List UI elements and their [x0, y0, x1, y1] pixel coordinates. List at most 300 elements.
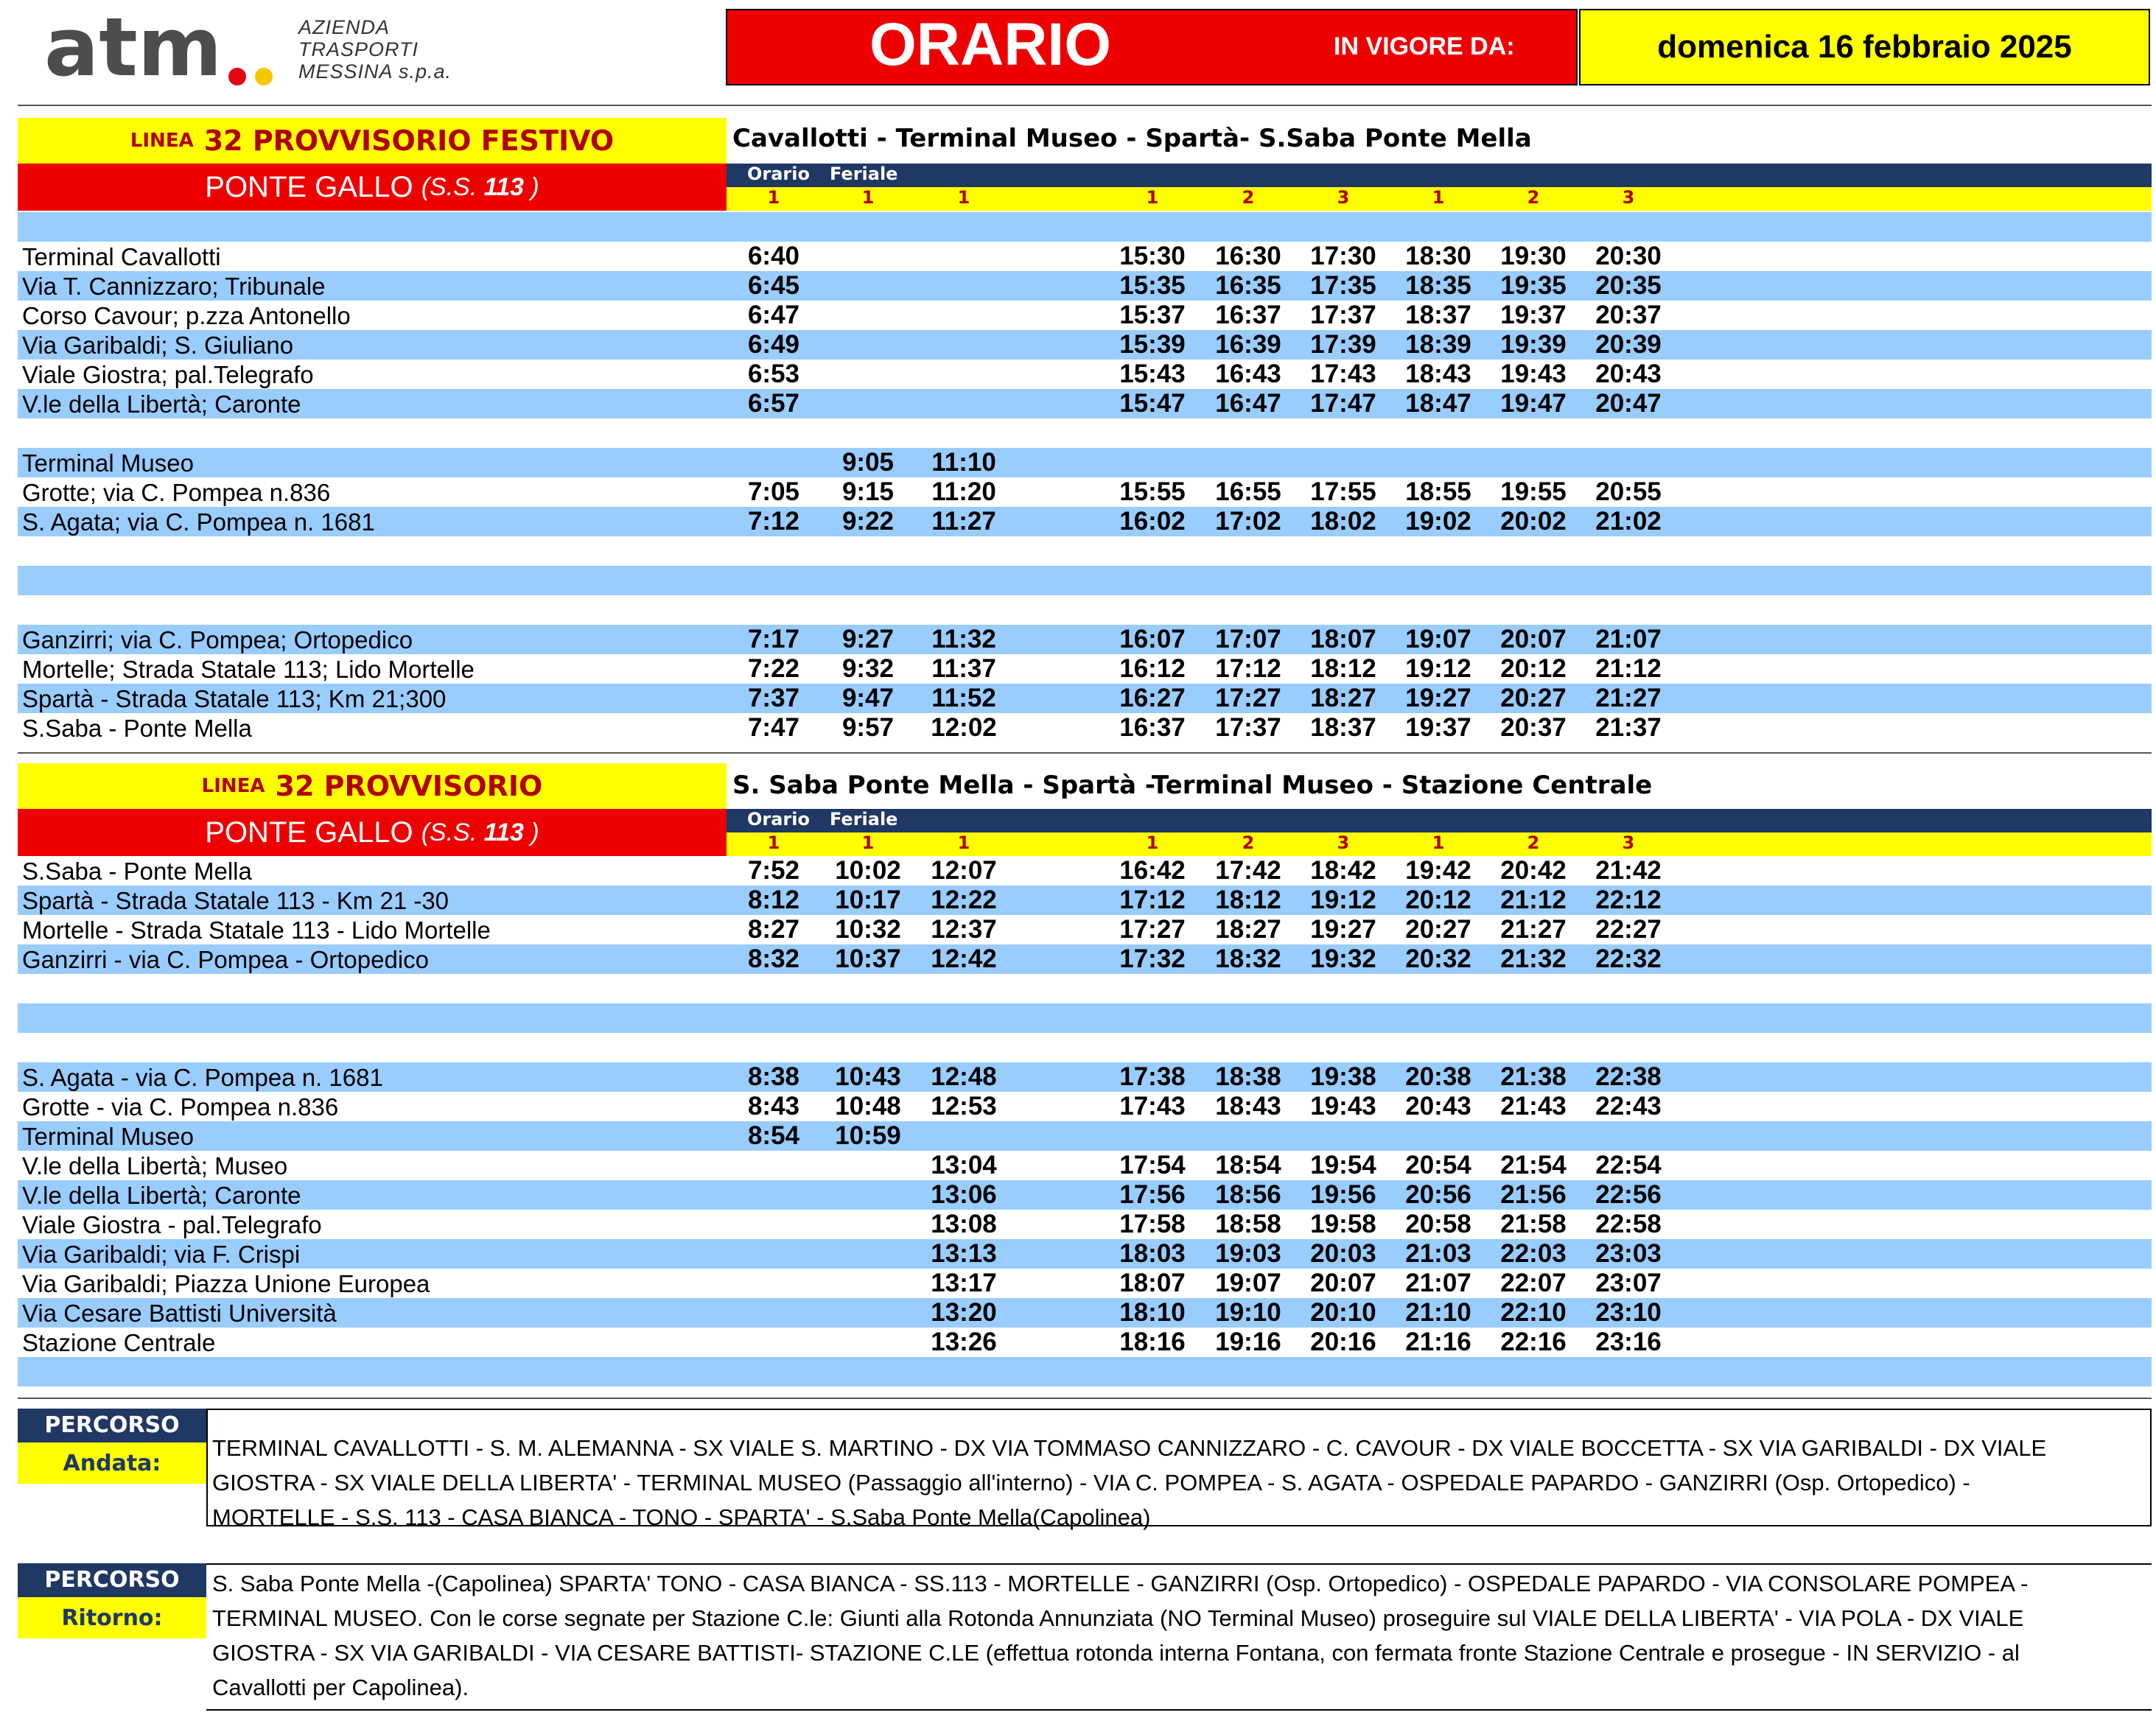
departure-time: 13:20 — [931, 1298, 997, 1327]
zone-banner-2 — [18, 809, 727, 856]
departure-time: 9:27 — [841, 625, 895, 653]
departure-time: 21:56 — [1500, 1180, 1567, 1209]
empty-row — [18, 536, 2152, 566]
percorso-label-ritorno: PERCORSO — [18, 1563, 206, 1597]
company-line-2: TRASPORTI — [298, 38, 419, 60]
departure-time: 16:07 — [1119, 625, 1186, 653]
stop-name: Stazione Centrale — [22, 1329, 216, 1356]
stop-name: Grotte - via C. Pompea n.836 — [22, 1093, 339, 1121]
departure-time: 15:35 — [1119, 271, 1186, 300]
departure-time: 22:38 — [1595, 1062, 1662, 1091]
departure-time: 19:27 — [1310, 915, 1376, 944]
departure-time: 21:10 — [1405, 1298, 1471, 1327]
departure-time: 12:02 — [931, 713, 997, 742]
table-row — [18, 625, 2152, 654]
stop-name: Via Garibaldi; S. Giuliano — [22, 332, 294, 359]
departure-time: 9:15 — [841, 477, 895, 506]
column-number: 1 — [957, 187, 970, 208]
departure-time: 7:37 — [747, 684, 800, 712]
departure-time: 20:12 — [1405, 886, 1471, 914]
departure-time: 16:35 — [1215, 271, 1281, 300]
departure-time: 13:13 — [931, 1239, 997, 1268]
table-row — [18, 1062, 2152, 1092]
departure-time: 16:55 — [1215, 477, 1281, 506]
ritorno-line: S. Saba Ponte Mella -(Capolinea) SPARTA' TONO - CASA BIANCA - SS.113 - MORTELLE - GANZIRRI (Osp. Ortopedico) - OSPEDALE PAPARDO - VIA CONSOLARE POMPEA - — [212, 1571, 2029, 1596]
departure-time: 12:42 — [931, 944, 997, 973]
departure-time: 22:03 — [1500, 1239, 1567, 1268]
departure-time: 13:26 — [931, 1328, 997, 1356]
departure-time: 9:32 — [841, 654, 895, 683]
departure-time: 18:37 — [1405, 301, 1471, 329]
departure-time: 12:48 — [931, 1062, 997, 1091]
company-name — [298, 16, 452, 83]
table-row — [18, 1328, 2152, 1357]
departure-time: 20:30 — [1595, 242, 1662, 270]
stop-name: V.le della Libertà; Caronte — [22, 1182, 301, 1209]
andata-line: GIOSTRA - SX VIALE DELLA LIBERTA' - TERMINAL MUSEO (Passaggio all'interno) - VIA C. POMPEA - S. AGATA - OSPEDALE PAPARDO - GANZIRRI (Osp. Ortopedico) - — [212, 1470, 1970, 1496]
departure-time: 19:16 — [1215, 1328, 1281, 1356]
spacer-row — [18, 212, 2152, 242]
departure-time: 17:27 — [1215, 684, 1281, 712]
zone-number: 113 — [483, 172, 524, 201]
stop-name: Via Garibaldi; via F. Crispi — [22, 1241, 301, 1268]
stop-name: Corso Cavour; p.zza Antonello — [22, 302, 351, 329]
table-row — [18, 856, 2152, 886]
departure-time: 7:22 — [747, 654, 800, 683]
departure-time: 17:35 — [1310, 271, 1376, 300]
departure-time: 21:12 — [1500, 886, 1567, 914]
departure-time: 17:37 — [1310, 301, 1376, 329]
departure-time: 11:32 — [931, 625, 996, 653]
company-line-1: AZIENDA — [298, 16, 391, 38]
departure-time: 20:35 — [1595, 271, 1662, 300]
table-row — [18, 301, 2152, 330]
empty-row — [18, 595, 2152, 625]
column-number: 1 — [861, 187, 875, 208]
departure-time: 11:37 — [931, 654, 996, 683]
departure-time: 16:47 — [1215, 389, 1281, 418]
departure-time: 17:55 — [1310, 477, 1376, 506]
in-vigore-label: IN VIGORE DA: — [1334, 32, 1515, 60]
departure-time: 17:02 — [1215, 507, 1281, 536]
linea-name: 32 PROVVISORIO — [275, 770, 543, 802]
departure-time: 17:32 — [1119, 944, 1186, 973]
departure-time: 20:10 — [1310, 1298, 1376, 1327]
column-number: 1 — [1146, 832, 1159, 853]
departure-time: 21:43 — [1500, 1092, 1567, 1121]
andata-label: Andata: — [18, 1442, 206, 1484]
departure-time: 6:45 — [747, 271, 800, 300]
departure-time: 12:53 — [931, 1092, 997, 1121]
departure-time: 17:39 — [1310, 330, 1376, 359]
departure-time: 19:12 — [1310, 886, 1376, 914]
departure-time: 6:53 — [747, 360, 800, 388]
departure-time: 19:37 — [1500, 301, 1567, 329]
departure-time: 20:03 — [1310, 1239, 1376, 1268]
departure-time: 18:55 — [1405, 477, 1471, 506]
departure-time: 13:06 — [931, 1180, 997, 1209]
departure-time: 20:54 — [1405, 1151, 1471, 1179]
stop-name: V.le della Libertà; Caronte — [22, 390, 301, 418]
table-row — [18, 1121, 2152, 1151]
table-row — [18, 477, 2152, 507]
percorso-label-andata: PERCORSO — [18, 1409, 206, 1442]
table-row — [18, 360, 2152, 389]
empty-row — [18, 1033, 2152, 1062]
departure-time: 15:43 — [1119, 360, 1186, 388]
departure-time: 13:17 — [931, 1269, 997, 1297]
ritorno-line: GIOSTRA - SX VIA GARIBALDI - VIA CESARE BATTISTI- STAZIONE C.LE (effettua rotonda interna Fontana, con fermata fronte Stazione Centrale e prosegue - IN SERVIZIO - al — [212, 1640, 2020, 1666]
logo-text: atm — [44, 18, 223, 88]
zone-number: 113 — [483, 818, 524, 846]
departure-time: 6:47 — [747, 301, 800, 329]
stop-name: Viale Giostra; pal.Telegrafo — [22, 361, 314, 388]
departure-time: 20:42 — [1500, 856, 1567, 885]
departure-time: 15:39 — [1119, 330, 1186, 359]
departure-time: 10:32 — [835, 915, 901, 944]
table-row — [18, 684, 2152, 713]
table-row — [18, 1269, 2152, 1298]
departure-time: 20:27 — [1405, 915, 1471, 944]
departure-time: 18:56 — [1215, 1180, 1281, 1209]
column-number: 3 — [1337, 187, 1350, 208]
departure-time: 19:35 — [1500, 271, 1567, 300]
table-row — [18, 448, 2152, 477]
departure-time: 18:43 — [1215, 1092, 1281, 1121]
departure-time: 17:27 — [1119, 915, 1186, 944]
table-row — [18, 1151, 2152, 1180]
departure-time: 10:48 — [835, 1092, 901, 1121]
column-number: 1 — [1432, 832, 1445, 853]
departure-time: 9:47 — [841, 684, 895, 712]
table-row — [18, 1210, 2152, 1239]
stop-name: S.Saba - Ponte Mella — [22, 715, 252, 742]
departure-time: 21:27 — [1595, 684, 1662, 712]
departure-time: 18:10 — [1119, 1298, 1186, 1327]
departure-time: 15:55 — [1119, 477, 1186, 506]
departure-time: 17:54 — [1119, 1151, 1186, 1179]
departure-time: 18:37 — [1310, 713, 1376, 742]
stop-name: S. Agata; via C. Pompea n. 1681 — [22, 508, 375, 536]
column-number: 1 — [1146, 187, 1159, 208]
departure-time: 20:43 — [1405, 1092, 1471, 1121]
stop-name: Grotte; via C. Pompea n.836 — [22, 479, 331, 506]
ritorno-line: TERMINAL MUSEO. Con le corse segnate per Stazione C.le: Giunti alla Rotonda Annunziata (NO Terminal Museo) proseguire sul VIALE DELLA LIBERTA' - VIA POLA - DX VIALE — [212, 1605, 2024, 1631]
ritorno-line: Cavallotti per Capolinea). — [212, 1675, 469, 1700]
departure-time: 17:42 — [1215, 856, 1281, 885]
departure-time: 19:12 — [1405, 654, 1471, 683]
stop-name: Terminal Museo — [22, 449, 194, 477]
table-row — [18, 654, 2152, 684]
departure-time: 18:32 — [1215, 944, 1281, 973]
departure-time: 18:47 — [1405, 389, 1471, 418]
stop-name: Via Garibaldi; Piazza Unione Europea — [22, 1270, 430, 1297]
departure-time: 23:03 — [1595, 1239, 1662, 1268]
departure-time: 8:43 — [747, 1092, 800, 1121]
orario-label: Orario — [747, 164, 810, 184]
departure-time: 6:49 — [747, 330, 800, 359]
departure-time: 19:56 — [1310, 1180, 1376, 1209]
feriale-label: Feriale — [830, 809, 898, 830]
departure-time: 16:39 — [1215, 330, 1281, 359]
table-row — [18, 389, 2152, 418]
departure-time: 11:10 — [931, 448, 996, 477]
departure-time: 21:58 — [1500, 1210, 1567, 1238]
departure-time: 18:35 — [1405, 271, 1471, 300]
departure-time: 12:22 — [931, 886, 997, 914]
departure-time: 20:32 — [1405, 944, 1471, 973]
departure-time: 19:58 — [1310, 1210, 1376, 1238]
departure-time: 22:16 — [1500, 1328, 1567, 1356]
zone-name: PONTE GALLO — [205, 816, 413, 849]
route-title-2: S. Saba Ponte Mella - Spartà -Terminal Museo - Stazione Centrale — [732, 771, 1653, 800]
linea-label: LINEA — [201, 775, 265, 797]
table-row — [18, 330, 2152, 360]
departure-time: 6:57 — [747, 389, 800, 418]
departure-time: 19:47 — [1500, 389, 1567, 418]
column-number: 3 — [1622, 187, 1635, 208]
stop-name: Viale Giostra - pal.Telegrafo — [22, 1211, 322, 1238]
zone-italic: (S.S. — [421, 818, 484, 846]
departure-time: 21:12 — [1595, 654, 1662, 683]
empty-row — [18, 1357, 2152, 1386]
departure-time: 10:43 — [835, 1062, 901, 1091]
departure-time: 6:40 — [747, 242, 800, 270]
column-number: 3 — [1337, 832, 1350, 853]
departure-time: 17:12 — [1215, 654, 1281, 683]
departure-time: 18:54 — [1215, 1151, 1281, 1179]
departure-time: 13:04 — [931, 1151, 997, 1179]
departure-time: 19:55 — [1500, 477, 1567, 506]
departure-time: 22:27 — [1595, 915, 1662, 944]
departure-time: 7:05 — [747, 477, 800, 506]
departure-time: 17:07 — [1215, 625, 1281, 653]
empty-row — [18, 1003, 2152, 1033]
departure-time: 13:08 — [931, 1210, 997, 1238]
departure-time: 17:43 — [1119, 1092, 1186, 1121]
departure-time: 8:12 — [747, 886, 800, 914]
company-line-3: MESSINA s.p.a. — [298, 60, 452, 83]
departure-time: 17:47 — [1310, 389, 1376, 418]
departure-time: 18:07 — [1119, 1269, 1186, 1297]
departure-time: 22:56 — [1595, 1180, 1662, 1209]
departure-time: 20:43 — [1595, 360, 1662, 388]
empty-row — [18, 974, 2152, 1003]
table-row — [18, 507, 2152, 536]
table-row — [18, 1239, 2152, 1269]
departure-time: 19:42 — [1405, 856, 1471, 885]
table-row — [18, 1298, 2152, 1328]
departure-time: 22:54 — [1595, 1151, 1662, 1179]
andata-line: TERMINAL CAVALLOTTI - S. M. ALEMANNA - SX VIALE S. MARTINO - DX VIA TOMMASO CANNIZZARO - C. CAVOUR - DX VIALE BOCCETTA - SX VIA GARIBALDI - DX VIALE — [212, 1435, 2047, 1461]
andata-line: MORTELLE - S.S. 113 - CASA BIANCA - TONO - SPARTA' - S.Saba Ponte Mella(Capolinea) — [212, 1504, 1151, 1530]
departure-time: 18:16 — [1119, 1328, 1186, 1356]
table-row — [18, 271, 2152, 301]
departure-time: 18:39 — [1405, 330, 1471, 359]
orario-header-1 — [727, 164, 2152, 187]
departure-time: 9:22 — [841, 507, 895, 536]
table-row — [18, 242, 2152, 271]
departure-time: 20:58 — [1405, 1210, 1471, 1238]
departure-time: 7:52 — [747, 856, 800, 885]
departure-time: 18:58 — [1215, 1210, 1281, 1238]
departure-time: 18:12 — [1310, 654, 1376, 683]
departure-time: 15:30 — [1119, 242, 1186, 270]
feriale-label: Feriale — [830, 164, 898, 184]
line-title-2 — [18, 763, 727, 809]
departure-time: 11:52 — [931, 684, 996, 712]
departure-time: 20:12 — [1500, 654, 1567, 683]
stop-name: S. Agata - via C. Pompea n. 1681 — [22, 1064, 383, 1091]
departure-time: 8:27 — [747, 915, 800, 944]
departure-time: 7:17 — [747, 625, 800, 653]
departure-time: 19:07 — [1215, 1269, 1281, 1297]
departure-time: 19:37 — [1405, 713, 1471, 742]
andata-route-text — [212, 1431, 2046, 1535]
departure-time: 18:30 — [1405, 242, 1471, 270]
departure-time: 19:39 — [1500, 330, 1567, 359]
departure-time: 9:05 — [841, 448, 895, 477]
departure-time: 20:07 — [1500, 625, 1567, 653]
departure-time: 19:43 — [1310, 1092, 1376, 1121]
stop-name: V.le della Libertà; Museo — [22, 1152, 288, 1179]
departure-time: 20:56 — [1405, 1180, 1471, 1209]
zone-banner-1 — [18, 164, 727, 211]
departure-time: 8:32 — [747, 944, 800, 973]
line-title-1 — [18, 118, 727, 164]
departure-time: 20:27 — [1500, 684, 1567, 712]
logo-yellow-dot-icon — [255, 68, 273, 85]
departure-time: 21:07 — [1595, 625, 1662, 653]
column-number: 1 — [767, 187, 780, 208]
departure-time: 19:30 — [1500, 242, 1567, 270]
orario-label: Orario — [747, 809, 810, 830]
linea-name: 32 PROVVISORIO FESTIVO — [203, 125, 615, 157]
departure-time: 10:37 — [835, 944, 901, 973]
column-numbers-2 — [727, 832, 2152, 856]
departure-time: 20:16 — [1310, 1328, 1376, 1356]
divider — [18, 752, 2152, 754]
departure-time: 17:38 — [1119, 1062, 1186, 1091]
divider — [18, 1398, 2152, 1399]
departure-time: 19:03 — [1215, 1239, 1281, 1268]
departure-time: 22:43 — [1595, 1092, 1662, 1121]
column-number: 3 — [1622, 832, 1635, 853]
stop-name: Spartà - Strada Statale 113 - Km 21 -30 — [22, 887, 449, 914]
departure-time: 18:07 — [1310, 625, 1376, 653]
departure-time: 20:55 — [1595, 477, 1662, 506]
stop-name: Ganzirri; via C. Pompea; Ortopedico — [22, 626, 413, 653]
departure-time: 19:10 — [1215, 1298, 1281, 1327]
departure-time: 20:07 — [1310, 1269, 1376, 1297]
column-number: 2 — [1527, 832, 1540, 853]
stop-name: S.Saba - Ponte Mella — [22, 858, 252, 885]
departure-time: 20:37 — [1595, 301, 1662, 329]
departure-time: 19:27 — [1405, 684, 1471, 712]
stop-name: Mortelle; Strada Statale 113; Lido Mortelle — [22, 656, 475, 683]
departure-time: 18:27 — [1215, 915, 1281, 944]
departure-time: 18:42 — [1310, 856, 1376, 885]
departure-time: 21:03 — [1405, 1239, 1471, 1268]
departure-time: 16:30 — [1215, 242, 1281, 270]
departure-time: 19:43 — [1500, 360, 1567, 388]
departure-time: 12:37 — [931, 915, 997, 944]
departure-time: 21:37 — [1595, 713, 1662, 742]
departure-time: 8:54 — [747, 1121, 800, 1150]
departure-time: 12:07 — [931, 856, 997, 885]
departure-time: 21:42 — [1595, 856, 1662, 885]
column-number: 2 — [1242, 187, 1255, 208]
departure-time: 16:27 — [1119, 684, 1186, 712]
departure-time: 16:42 — [1119, 856, 1186, 885]
departure-time: 10:02 — [835, 856, 901, 885]
empty-row — [18, 566, 2152, 595]
departure-time: 17:56 — [1119, 1180, 1186, 1209]
zone-italic: (S.S. — [421, 172, 484, 201]
departure-time: 16:43 — [1215, 360, 1281, 388]
ritorno-label: Ritorno: — [18, 1597, 206, 1638]
departure-time: 15:47 — [1119, 389, 1186, 418]
departure-time: 22:10 — [1500, 1298, 1567, 1327]
empty-row — [18, 418, 2152, 448]
divider — [18, 105, 2152, 106]
departure-time: 20:38 — [1405, 1062, 1471, 1091]
stop-name: Via Cesare Battisti Università — [22, 1300, 337, 1327]
departure-time: 11:20 — [931, 477, 996, 506]
column-number: 1 — [767, 832, 780, 853]
departure-time: 22:12 — [1595, 886, 1662, 914]
departure-time: 7:47 — [747, 713, 800, 742]
departure-time: 21:07 — [1405, 1269, 1471, 1297]
departure-time: 22:58 — [1595, 1210, 1662, 1238]
departure-time: 17:43 — [1310, 360, 1376, 388]
route-title-1: Cavallotti - Terminal Museo - Spartà- S.Saba Ponte Mella — [732, 124, 1532, 153]
column-number: 2 — [1527, 187, 1540, 208]
zone-end: ) — [523, 818, 539, 846]
departure-time: 21:54 — [1500, 1151, 1567, 1179]
table-row — [18, 1092, 2152, 1121]
departure-time: 11:27 — [931, 507, 996, 536]
departure-time: 19:02 — [1405, 507, 1471, 536]
departure-time: 16:37 — [1215, 301, 1281, 329]
stop-name: Mortelle - Strada Statale 113 - Lido Mortelle — [22, 916, 491, 944]
departure-time: 19:07 — [1405, 625, 1471, 653]
zone-name: PONTE GALLO — [205, 170, 413, 203]
departure-time: 21:32 — [1500, 944, 1567, 973]
ritorno-route-text — [212, 1566, 2028, 1705]
column-number: 1 — [1432, 187, 1445, 208]
column-numbers-1 — [727, 187, 2152, 211]
departure-time: 7:12 — [747, 507, 800, 536]
departure-time: 19:32 — [1310, 944, 1376, 973]
departure-time: 19:38 — [1310, 1062, 1376, 1091]
departure-time: 18:03 — [1119, 1239, 1186, 1268]
departure-time: 17:58 — [1119, 1210, 1186, 1238]
stop-name: Via T. Cannizzaro; Tribunale — [22, 273, 326, 300]
stop-name: Terminal Museo — [22, 1123, 194, 1150]
departure-time: 18:43 — [1405, 360, 1471, 388]
departure-time: 9:57 — [841, 713, 895, 742]
departure-time: 17:37 — [1215, 713, 1281, 742]
stop-name: Ganzirri - via C. Pompea - Ortopedico — [22, 946, 430, 973]
table-row — [18, 944, 2152, 974]
page-title: ORARIO — [869, 11, 1111, 78]
departure-time: 20:47 — [1595, 389, 1662, 418]
departure-time: 22:32 — [1595, 944, 1662, 973]
departure-time: 19:54 — [1310, 1151, 1376, 1179]
stop-name: Terminal Cavallotti — [22, 243, 221, 270]
departure-time: 16:02 — [1119, 507, 1186, 536]
